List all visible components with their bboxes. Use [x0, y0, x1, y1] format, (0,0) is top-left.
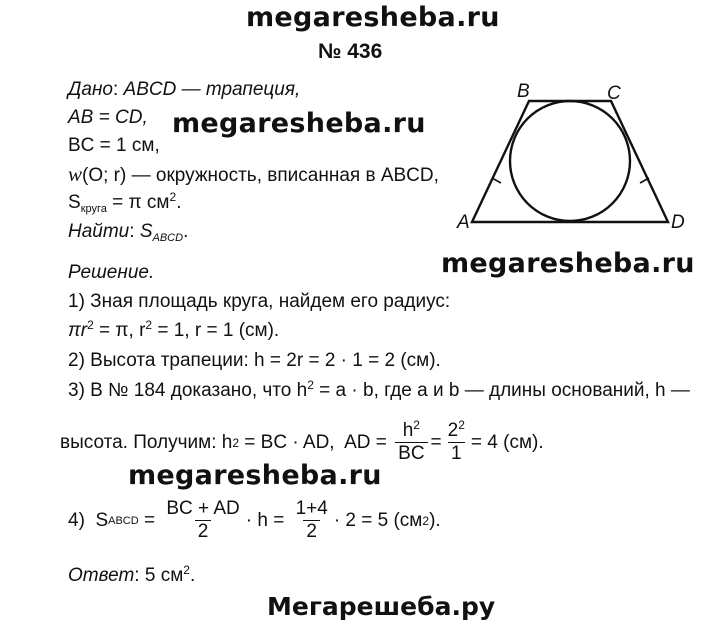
inscribed-circle — [510, 101, 630, 221]
fraction-2sq-1 — [445, 420, 468, 465]
ad-result: = 4 (см). — [470, 431, 544, 453]
vertex-label-d: D — [671, 212, 685, 232]
solution-step-1: 1) Зная площадь круга, найдем его радиус: — [68, 291, 451, 312]
solution-label: Решение. — [68, 262, 155, 283]
step-3-text-a: 3) В № 184 доказано, что h — [68, 380, 308, 401]
step-4-result: · 2 = 5 (см — [333, 509, 423, 531]
answer-end: . — [189, 565, 196, 586]
r-squared-sup-2: 2 — [145, 318, 153, 332]
step-3c-text-b: = BC · AD, AD = — [239, 431, 393, 453]
radius-result: = 1, r = 1 (см). — [152, 320, 280, 341]
step-4-close: ). — [429, 509, 441, 531]
frac2-num: 2 — [447, 420, 459, 441]
area-end: . — [176, 192, 182, 213]
step-3c-text-a: высота. Получим: h — [60, 431, 233, 453]
area-subscript: круга — [80, 203, 107, 215]
given-line-4 — [68, 163, 439, 187]
watermark-footer: Мегарешеба.ру — [267, 592, 496, 621]
solution-step-1b — [68, 320, 279, 342]
answer-value: : 5 см — [134, 565, 184, 586]
watermark-mid-1: megaresheba.ru — [172, 108, 426, 139]
pi-eq-text: = π, r — [93, 320, 146, 341]
frac2-num-sup: 2 — [458, 418, 465, 432]
given-label: Дано — [68, 79, 113, 100]
find-label: Найти — [68, 221, 130, 242]
h-squared-sup: 2 — [307, 378, 314, 392]
solution-step-4: 4) S ABCD = $\frac{BC + AD}{2}$ · h = $\frac{1+4}{2}$ · 2 = 5 (см 2 ). — [68, 498, 441, 542]
given-line-2: AB = CD, — [68, 107, 148, 128]
frac1-den: BC — [395, 442, 427, 465]
problem-number: № 436 — [318, 40, 383, 63]
trapezoid-outline — [472, 101, 668, 222]
fraction-h2-bc — [395, 420, 427, 465]
step-4-mid: · h = — [245, 509, 290, 531]
area-unit-sup: 2 — [169, 190, 177, 204]
step-4-equals: = — [138, 509, 161, 531]
r-squared-sup: 2 — [87, 318, 94, 332]
solution-step-2: 2) Высота трапеции: h = 2r = 2 · 1 = 2 (см). — [68, 350, 441, 371]
vertex-label-b: B — [517, 82, 530, 102]
fraction-1-plus-4 — [293, 498, 331, 543]
watermark-mid-2: megaresheba.ru — [441, 248, 695, 279]
fraction-bc-ad — [163, 498, 242, 543]
frac2-den: 1 — [448, 442, 465, 465]
find-end: . — [183, 221, 189, 242]
trapezoid-figure — [455, 82, 695, 232]
watermark-mid-3: megaresheba.ru — [128, 460, 382, 491]
step-3-text-b: = a · b, где a и b — длины оснований, h — — [313, 380, 690, 401]
frac3-num: BC + AD — [166, 498, 240, 519]
watermark-top: megaresheba.ru — [246, 2, 500, 33]
step-4-prefix: 4) S — [68, 509, 109, 531]
area-symbol: S — [68, 192, 81, 213]
area-value: = π см — [106, 192, 170, 213]
answer-sup: 2 — [183, 563, 190, 577]
answer-line — [68, 565, 195, 587]
find-symbol: S — [139, 221, 153, 242]
given-line-3: BC = 1 см, — [68, 135, 160, 156]
vertex-label-a: A — [457, 212, 470, 232]
frac1-num: h — [402, 420, 414, 441]
pi-r-text: πr — [68, 320, 88, 341]
solution-step-3 — [68, 380, 690, 402]
answer-label: Ответ — [68, 565, 135, 586]
given-line-5 — [68, 192, 181, 214]
find-subscript: ABCD — [152, 232, 184, 244]
frac1-num-sup: 2 — [413, 418, 420, 432]
given-text-1: ABCD — трапеция, — [123, 79, 301, 100]
omega-symbol: w — [68, 162, 83, 186]
tick-mark-ab — [492, 178, 501, 183]
given-line-4-text: (O; r) — окружность, вписанная в ABCD, — [82, 165, 439, 186]
vertex-label-c: C — [607, 83, 621, 104]
frac4-num: 1+4 — [295, 498, 328, 519]
frac4-den: 2 — [303, 520, 320, 543]
given-line-1: Дано: ABCD — трапеция, — [68, 79, 301, 100]
find-line: Найти: $S_{ABCD}$. — [68, 221, 189, 244]
equals-sign: = — [430, 431, 442, 453]
frac3-den: 2 — [195, 520, 212, 543]
solution-step-3-cont: высота. Получим: h 2 = BC · AD, AD = $\frac{h^2}{BC}$ = $\frac{2^2}{1}$ = 4 (см). — [60, 418, 544, 464]
